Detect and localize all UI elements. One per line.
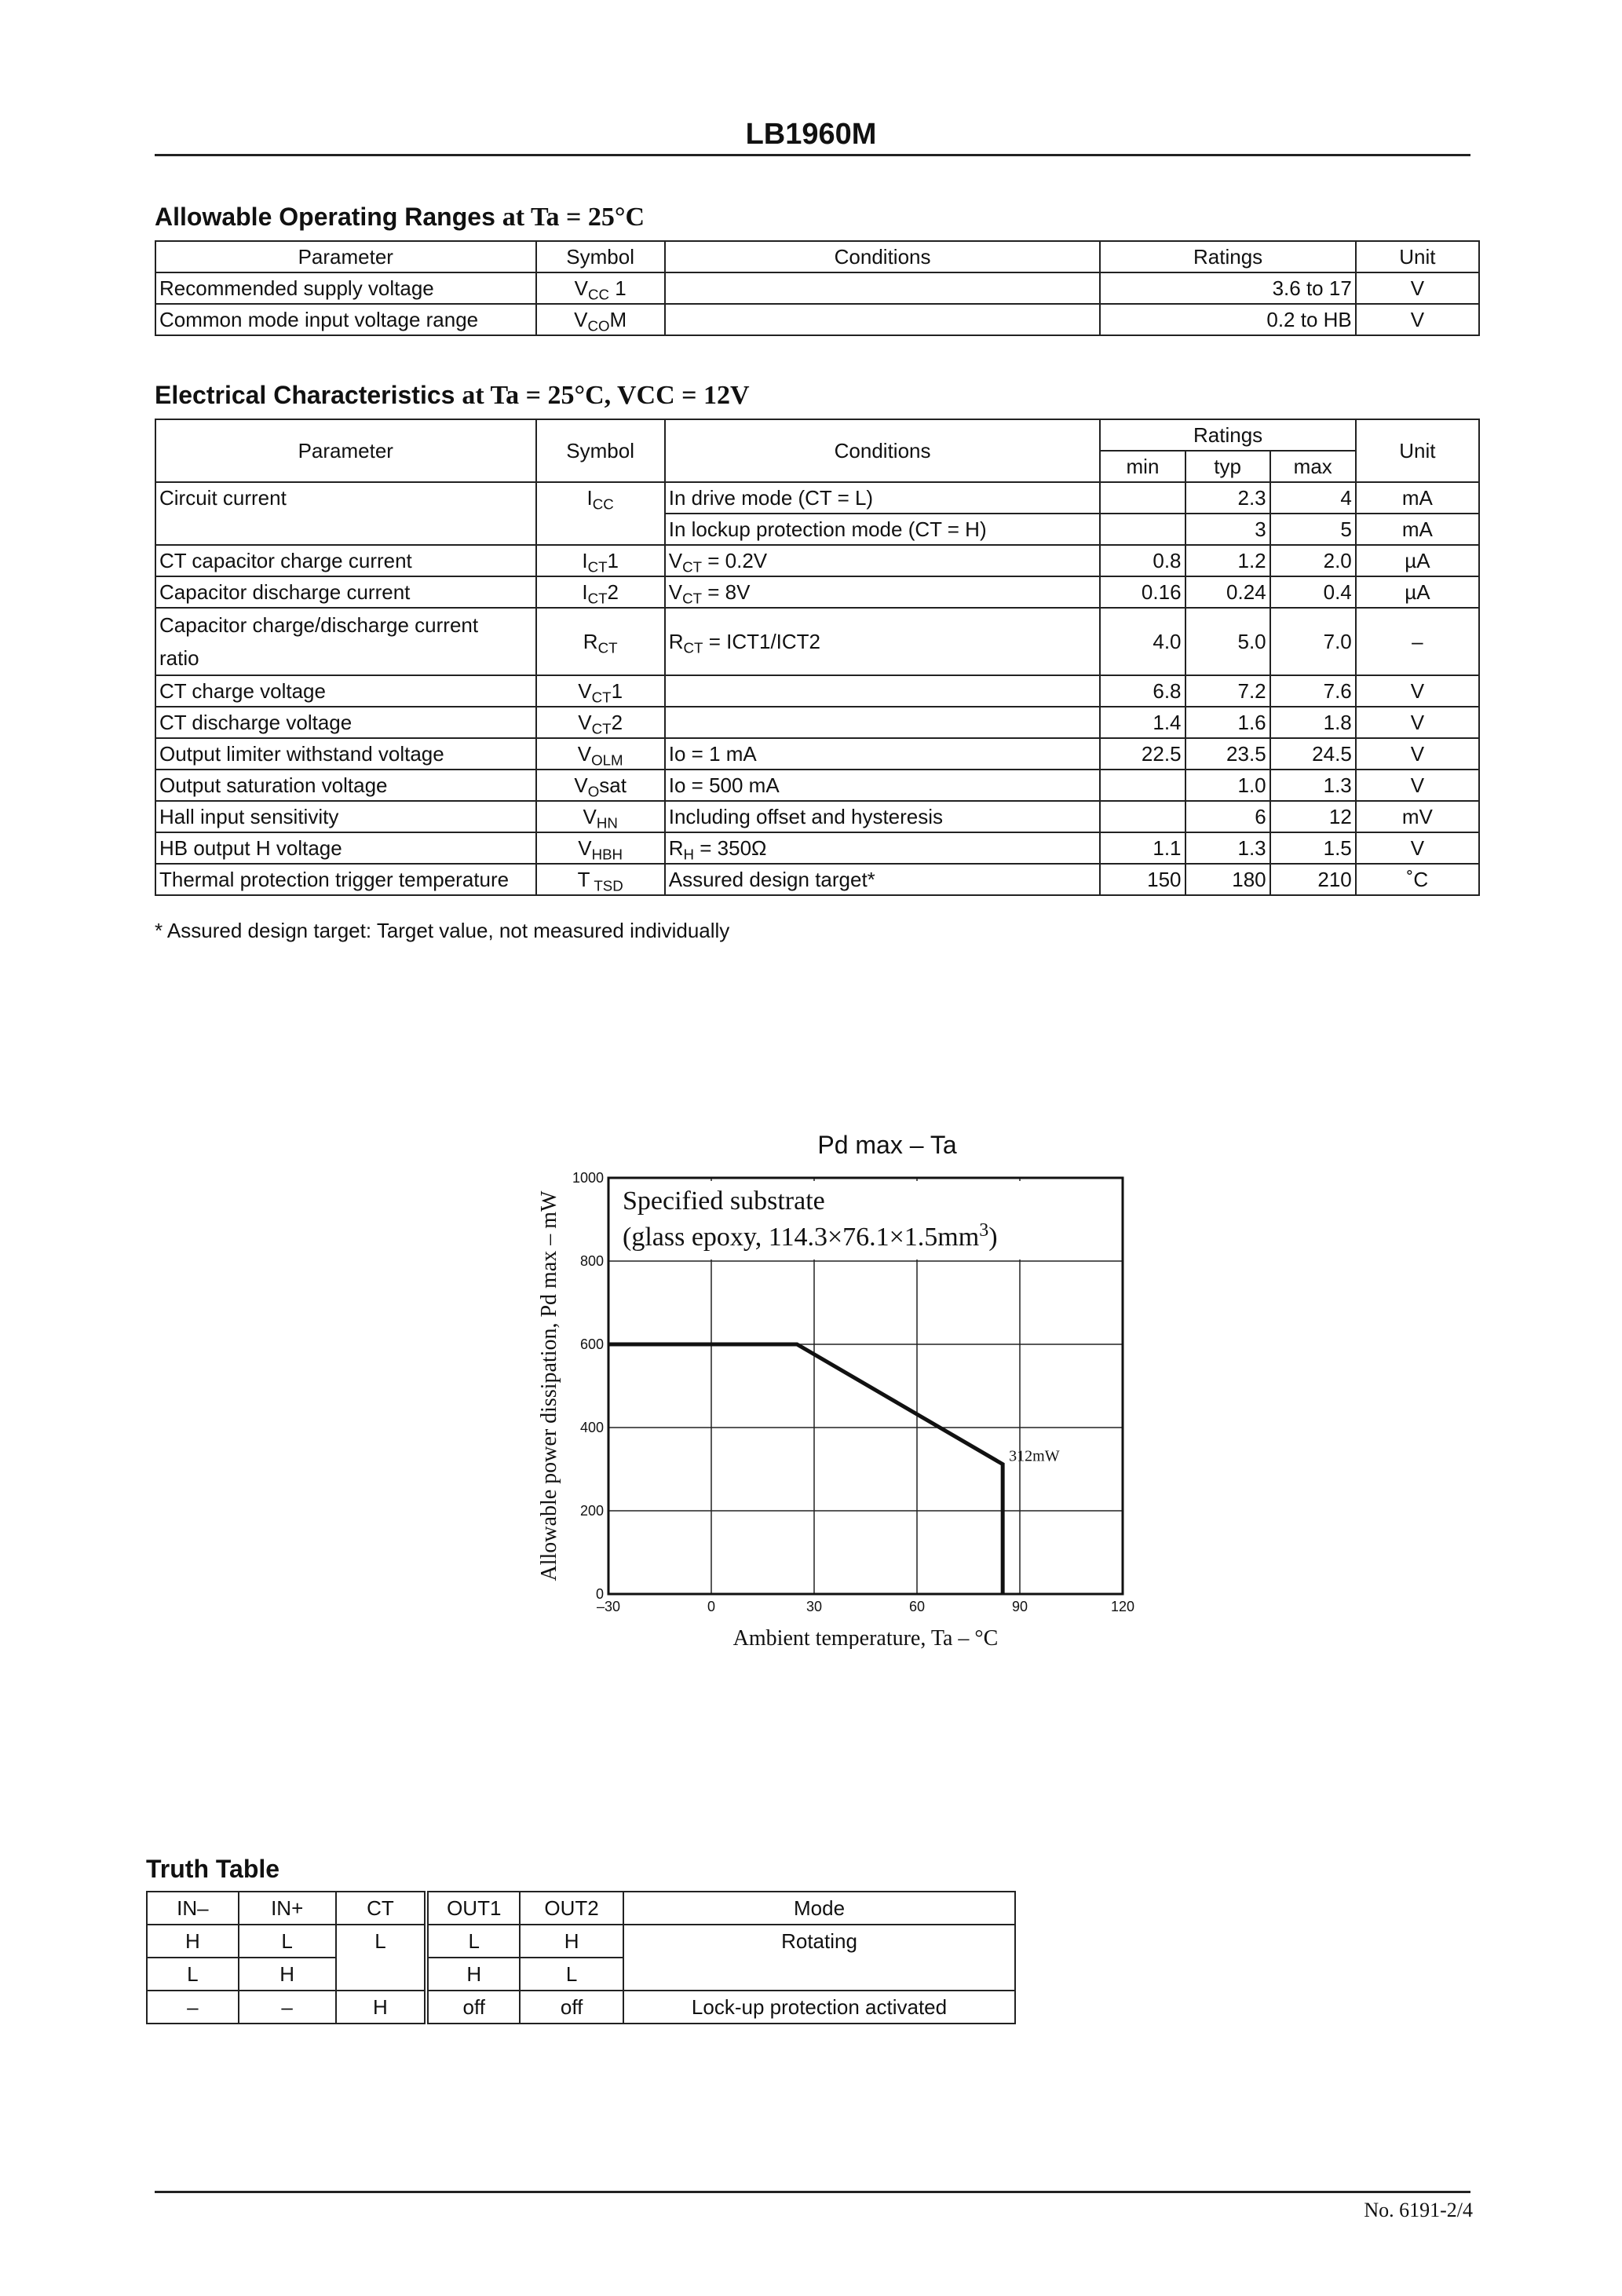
ratings-cell: 0.2 to HB [1100,304,1355,335]
operating-ranges-title-text: Allowable Operating Ranges [155,203,495,231]
parameter-cell: CT capacitor charge current [155,545,536,576]
symbol-subscript: CC [592,495,614,513]
conditions-cell: Including offset and hysteresis [665,801,1101,832]
table-row [155,545,1479,576]
x-tick-label: –30 [596,1599,621,1614]
unit-cell: V [1356,304,1479,335]
conditions-cell [665,832,1101,864]
header-rule [155,154,1470,156]
table-cell: H [520,1925,623,1958]
y-tick-label: 800 [579,1253,604,1269]
parameter-cell: Hall input sensitivity [155,801,536,832]
max-cell: 0.4 [1270,576,1356,608]
parameter-cell: CT discharge voltage [155,707,536,738]
annotation-label: 312mW [1009,1447,1060,1465]
conditions-tail: = 8V [702,580,751,604]
symbol-subscript: OLM [591,751,623,769]
symbol-cell [536,801,665,832]
conditions-cell: In drive mode (CT = L) [665,482,1101,514]
electrical-title [155,381,750,411]
x-tick-label: 0 [707,1599,716,1614]
unit-cell: ˚C [1356,864,1479,895]
footnote: * Assured design target: Target value, not measured individually [155,919,730,942]
min-cell: 150 [1100,864,1185,895]
header-cell: Mode [623,1892,1015,1925]
typ-cell: 1.2 [1185,545,1270,576]
symbol-subscript: HN [596,814,618,832]
symbol-main: T [577,868,590,891]
conditions-cell: Io = 500 mA [665,770,1101,801]
typ-cell: 6 [1185,801,1270,832]
parameter-cell: CT charge voltage [155,675,536,707]
document-title: LB1960M [745,118,877,151]
symbol-tail: sat [599,773,627,797]
footer-rule [155,2191,1470,2193]
subheader-cell: max [1270,451,1356,482]
table-row [155,770,1479,801]
header-cell: OUT1 [426,1892,520,1925]
conditions-subscript: H [683,846,695,863]
min-cell [1100,770,1185,801]
series-line-0 [608,1344,1003,1594]
conditions-subscript: CT [682,558,703,576]
symbol-main: V [574,308,588,331]
y-tick-label: 200 [579,1503,604,1519]
symbol-subscript: HBH [591,846,623,863]
operating-ranges-title [155,203,645,232]
max-cell: 7.6 [1270,675,1356,707]
y-tick-label: 1000 [572,1170,604,1186]
x-tick-label: 60 [908,1599,926,1614]
header-cell: Conditions [665,419,1101,482]
header-cell: Ratings [1100,419,1355,451]
conditions-subscript: CT [683,639,703,656]
header-cell: Unit [1356,419,1479,482]
symbol-main: V [578,711,592,734]
table-row [155,864,1479,895]
electrical-table [155,419,1480,896]
chart-title: Pd max – Ta [817,1131,957,1159]
truth-table-title: Truth Table [146,1855,280,1883]
max-cell: 7.0 [1270,608,1356,675]
max-cell: 210 [1270,864,1356,895]
symbol-main: V [578,679,592,703]
symbol-subscript: CT [587,590,608,607]
typ-cell: 0.24 [1185,576,1270,608]
table-cell: H [147,1925,239,1958]
table-row [147,1925,1015,1958]
symbol-cell [536,832,665,864]
symbol-cell [536,770,665,801]
symbol-cell [536,304,665,335]
header-cell: IN– [147,1892,239,1925]
header-cell: Parameter [155,419,536,482]
legend-line2 [623,1220,998,1252]
unit-cell: V [1356,832,1479,864]
min-cell [1100,514,1185,545]
pd-ta-chart [518,1154,1162,1649]
symbol-tail: 2 [611,711,623,734]
y-tick-label: 400 [579,1420,604,1435]
conditions-main: R [668,836,684,860]
symbol-tail: 2 [607,580,619,604]
conditions-cell [665,272,1101,304]
parameter-cell: Recommended supply voltage [155,272,536,304]
max-cell: 1.8 [1270,707,1356,738]
typ-cell: 180 [1185,864,1270,895]
header-cell: Parameter [155,241,536,272]
unit-cell: V [1356,770,1479,801]
symbol-subscript: CT [597,639,618,656]
parameter-cell: Capacitor discharge current [155,576,536,608]
unit-cell: mA [1356,514,1479,545]
symbol-tail: M [609,308,627,331]
typ-cell: 2.3 [1185,482,1270,514]
table-cell: H [426,1958,520,1991]
table-row [155,801,1479,832]
symbol-cell [536,608,665,675]
ratings-cell: 3.6 to 17 [1100,272,1355,304]
parameter-cell: Output limiter withstand voltage [155,738,536,770]
table-header-row [155,241,1479,272]
symbol-main: I [582,580,588,604]
conditions-tail: = 0.2V [702,549,768,572]
symbol-subscript: CT [587,558,608,576]
symbol-subscript: CO [587,317,610,335]
page-number: No. 6191-2/4 [1364,2199,1473,2221]
table-row [155,304,1479,335]
operating-ranges-title-suffix: at Ta = 25°C [502,203,645,232]
table-header-row [147,1892,1015,1925]
parameter-cell: Common mode input voltage range [155,304,536,335]
parameter-line1: Capacitor charge/discharge current [159,613,479,637]
min-cell: 6.8 [1100,675,1185,707]
y-tick-label: 600 [579,1336,604,1352]
x-tick-label: 90 [1011,1599,1028,1614]
conditions-cell [665,576,1101,608]
unit-cell: V [1356,675,1479,707]
header-cell: OUT2 [520,1892,623,1925]
symbol-tail: 1 [608,276,627,300]
symbol-main: I [582,549,588,572]
symbol-main: V [577,742,592,766]
table-cell: H [336,1991,427,2024]
symbol-main: V [578,836,592,860]
table-cell: L [336,1925,427,1991]
symbol-cell [536,738,665,770]
conditions-cell [665,304,1101,335]
table-row [155,738,1479,770]
conditions-cell: Assured design target* [665,864,1101,895]
min-cell: 1.4 [1100,707,1185,738]
unit-cell: mV [1356,801,1479,832]
legend-line2-close: ) [988,1223,998,1252]
symbol-cell [536,576,665,608]
conditions-subscript: CT [682,590,703,607]
symbol-main: V [583,805,597,828]
table-row [155,608,1479,675]
symbol-main: I [586,486,593,510]
symbol-main: V [574,276,588,300]
min-cell [1100,482,1185,514]
electrical-title-suffix: at Ta = 25°C, VCC = 12V [462,381,750,410]
symbol-subscript: O [587,783,600,800]
symbol-tail: 1 [607,549,619,572]
legend-line1: Specified substrate [623,1186,825,1216]
header-cell: Conditions [665,241,1101,272]
typ-cell: 7.2 [1185,675,1270,707]
unit-cell: – [1356,608,1479,675]
x-tick-label: 30 [806,1599,823,1614]
table-cell: H [239,1958,336,1991]
min-cell [1100,801,1185,832]
typ-cell: 1.3 [1185,832,1270,864]
table-row [155,832,1479,864]
conditions-tail: = ICT1/ICT2 [703,630,821,653]
table-cell: L [520,1958,623,1991]
electrical-title-text: Electrical Characteristics [155,381,455,409]
symbol-cell [536,864,665,895]
conditions-cell: In lockup protection mode (CT = H) [665,514,1101,545]
conditions-cell [665,675,1101,707]
symbol-subscript: CC [587,286,609,303]
typ-cell: 3 [1185,514,1270,545]
typ-cell: 1.6 [1185,707,1270,738]
max-cell: 4 [1270,482,1356,514]
parameter-cell: Circuit current [155,482,536,545]
symbol-subscript: CT [591,720,612,737]
min-cell: 22.5 [1100,738,1185,770]
table-cell: L [239,1925,336,1958]
symbol-subscript: CT [591,689,612,706]
max-cell: 2.0 [1270,545,1356,576]
x-axis-label: Ambient temperature, Ta – °C [732,1626,999,1649]
header-cell: CT [336,1892,427,1925]
parameter-cell: Thermal protection trigger temperature [155,864,536,895]
conditions-cell [665,545,1101,576]
unit-cell: V [1356,738,1479,770]
y-axis-label: Allowable power dissipation, Pd max – mW [537,1190,561,1581]
unit-cell: mA [1356,482,1479,514]
max-cell: 5 [1270,514,1356,545]
symbol-cell [536,675,665,707]
table-cell: off [426,1991,520,2024]
unit-cell: V [1356,272,1479,304]
table-cell: – [147,1991,239,2024]
symbol-tail: 1 [611,679,623,703]
truth-table [146,1891,1016,2024]
table-cell: Lock-up protection activated [623,1991,1015,2024]
conditions-cell [665,707,1101,738]
header-cell: IN+ [239,1892,336,1925]
conditions-main: R [668,630,684,653]
table-cell: L [147,1958,239,1991]
table-row [155,707,1479,738]
table-cell: – [239,1991,336,2024]
min-cell: 1.1 [1100,832,1185,864]
table-cell: L [426,1925,520,1958]
parameter-cell: Output saturation voltage [155,770,536,801]
conditions-tail: = 350Ω [694,836,767,860]
header-cell: Unit [1356,241,1479,272]
x-tick-label: 120 [1110,1599,1135,1614]
table-header-row [155,419,1479,451]
typ-cell: 5.0 [1185,608,1270,675]
min-cell: 0.16 [1100,576,1185,608]
subheader-cell: typ [1185,451,1270,482]
y-tick-label: 0 [595,1586,604,1602]
unit-cell: µA [1356,576,1479,608]
min-cell: 4.0 [1100,608,1185,675]
unit-cell: µA [1356,545,1479,576]
conditions-cell [665,608,1101,675]
unit-cell: V [1356,707,1479,738]
max-cell: 1.3 [1270,770,1356,801]
parameter-line2: ratio [159,646,199,670]
symbol-subscript: TSD [590,877,623,894]
parameter-cell [155,608,536,675]
table-row [147,1991,1015,2024]
max-cell: 1.5 [1270,832,1356,864]
table-row [155,576,1479,608]
header-cell: Symbol [536,241,665,272]
header-cell: Symbol [536,419,665,482]
table-row [155,482,1479,514]
max-cell: 24.5 [1270,738,1356,770]
subheader-cell: min [1100,451,1185,482]
typ-cell: 23.5 [1185,738,1270,770]
symbol-cell [536,272,665,304]
typ-cell: 1.0 [1185,770,1270,801]
conditions-main: V [668,580,683,604]
conditions-cell: Io = 1 mA [665,738,1101,770]
parameter-cell: HB output H voltage [155,832,536,864]
max-cell: 12 [1270,801,1356,832]
table-cell: off [520,1991,623,2024]
header-cell: Ratings [1100,241,1355,272]
conditions-main: V [668,549,683,572]
symbol-main: V [574,773,588,797]
symbol-cell [536,482,665,545]
operating-ranges-table [155,240,1480,336]
table-row [155,272,1479,304]
symbol-main: R [583,630,598,653]
table-cell: Rotating [623,1925,1015,1991]
symbol-cell [536,545,665,576]
table-row [155,675,1479,707]
legend-superscript: 3 [979,1220,989,1241]
min-cell: 0.8 [1100,545,1185,576]
legend-line2-main: (glass epoxy, 114.3×76.1×1.5mm [623,1223,980,1252]
symbol-cell [536,707,665,738]
